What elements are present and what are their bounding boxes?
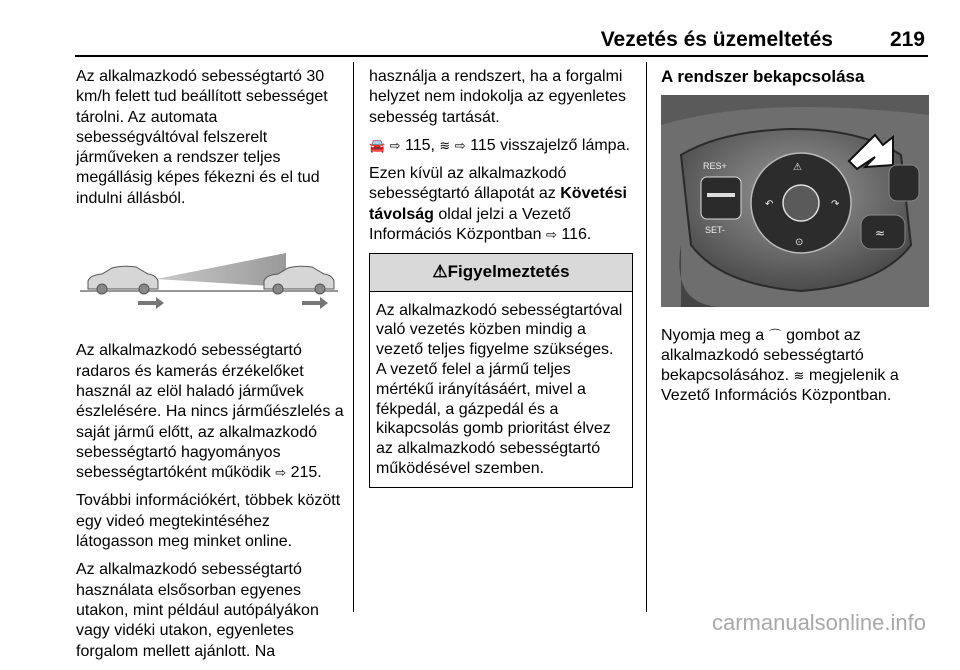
column-right	[661, 67, 929, 415]
res-set-rocker	[701, 177, 741, 219]
svg-text:≈: ≈	[875, 226, 886, 241]
adaptive-cruise-icon: ≋	[793, 368, 805, 384]
column-divider-2	[646, 62, 647, 612]
paragraph: Az alkalmazkodó sebességtartó radaros és kamerás érzékelőket használ az elöl haladó járművek észlelésére. Ha nincs járműészlelés a saját jármű előtt, az alkalmazkodó sebességtartó hagyományos sebességtartóként működik ⇨ 215.	[76, 341, 344, 483]
column-middle	[369, 67, 637, 488]
adaptive-cruise-icon: ≋	[439, 137, 451, 153]
cruise-button-icon: ⌒	[768, 327, 782, 343]
car-icon: 🚘	[369, 137, 386, 153]
page-header	[75, 28, 925, 54]
section-title: A rendszer bekapcsolása	[661, 67, 865, 86]
page-ref-arrow-icon: ⇨	[546, 227, 557, 243]
warning-triangle-icon: ⚠	[432, 262, 448, 282]
watermark: carmanualsonline.info	[711, 610, 926, 635]
column-left	[76, 67, 344, 670]
warning-box	[369, 253, 633, 487]
page-title: Vezetés és üzemeltetés	[600, 28, 833, 51]
header-rule	[75, 55, 928, 57]
res-label: RES+	[703, 161, 727, 172]
svg-text:⚠: ⚠	[793, 162, 802, 174]
paragraph: Az alkalmazkodó sebességtartó 30 km/h felett tud beállított sebességet tárolni. Az automata sebességváltóval felszerelt járműveken a rendszer teljes megállásig képes fékezni és el tud indulni állásból.	[76, 68, 328, 207]
svg-text:↷: ↷	[831, 199, 840, 211]
svg-text:↶: ↶	[765, 199, 774, 211]
paragraph: Az alkalmazkodó sebességtartó használata elsősorban egyenes utakon, mint például autópályákon vagy vidéki utakon, egyenletes forgalom mellett ajánlott. Na	[76, 561, 319, 660]
page-number: 219	[889, 28, 925, 51]
steering-wheel-controls	[661, 95, 929, 307]
car-following-diagram	[76, 223, 344, 319]
cruise-button-icon	[889, 165, 919, 201]
paragraph: Ezen kívül az alkalmazkodó sebességtartó állapotát az Követési távolság oldal jelzi a Vezető Információs Központban ⇨ 116.	[369, 164, 637, 245]
page-ref-arrow-icon: ⇨	[275, 465, 287, 481]
paragraph: Nyomja meg a ⌒ gombot az alkalmazkodó sebességtartó bekapcsolásához. ≋ megjelenik a Vezető Információs Központban.	[661, 326, 899, 405]
center-button	[783, 185, 819, 221]
warning-text: Az alkalmazkodó sebességtartóval való vezetés közben mindig a vezető teljes figyelme szükséges. A vezető felel a jármű teljes mértékű irányításáért, mivel a fékpedál, a gázpedál és a kikapcsolás gomb prioritást élvez az alkalmazkodó sebességtartó működésével szemben.	[376, 301, 623, 478]
page-ref-arrow-icon: ⇨	[454, 137, 466, 153]
column-divider-1	[353, 62, 354, 612]
page-ref-arrow-icon: ⇨	[389, 137, 401, 153]
paragraph: használja a rendszert, ha a forgalmi helyzet nem indokolja az egyenletes sebesség tartását.	[369, 68, 627, 126]
paragraph: További információkért, többek között egy videó megtekintéséhez látogasson meg minket online.	[76, 492, 341, 551]
warning-header: ⚠Figyelmeztetés	[370, 254, 632, 291]
steering-wheel-illustration	[661, 95, 929, 313]
acc-distance-illustration	[76, 223, 344, 325]
svg-text:⊙: ⊙	[795, 237, 804, 249]
set-label: SET-	[705, 225, 726, 236]
indicator-reference: 🚘 ⇨ 115, ≋ ⇨ 115 visszajelző lámpa.	[369, 136, 637, 156]
